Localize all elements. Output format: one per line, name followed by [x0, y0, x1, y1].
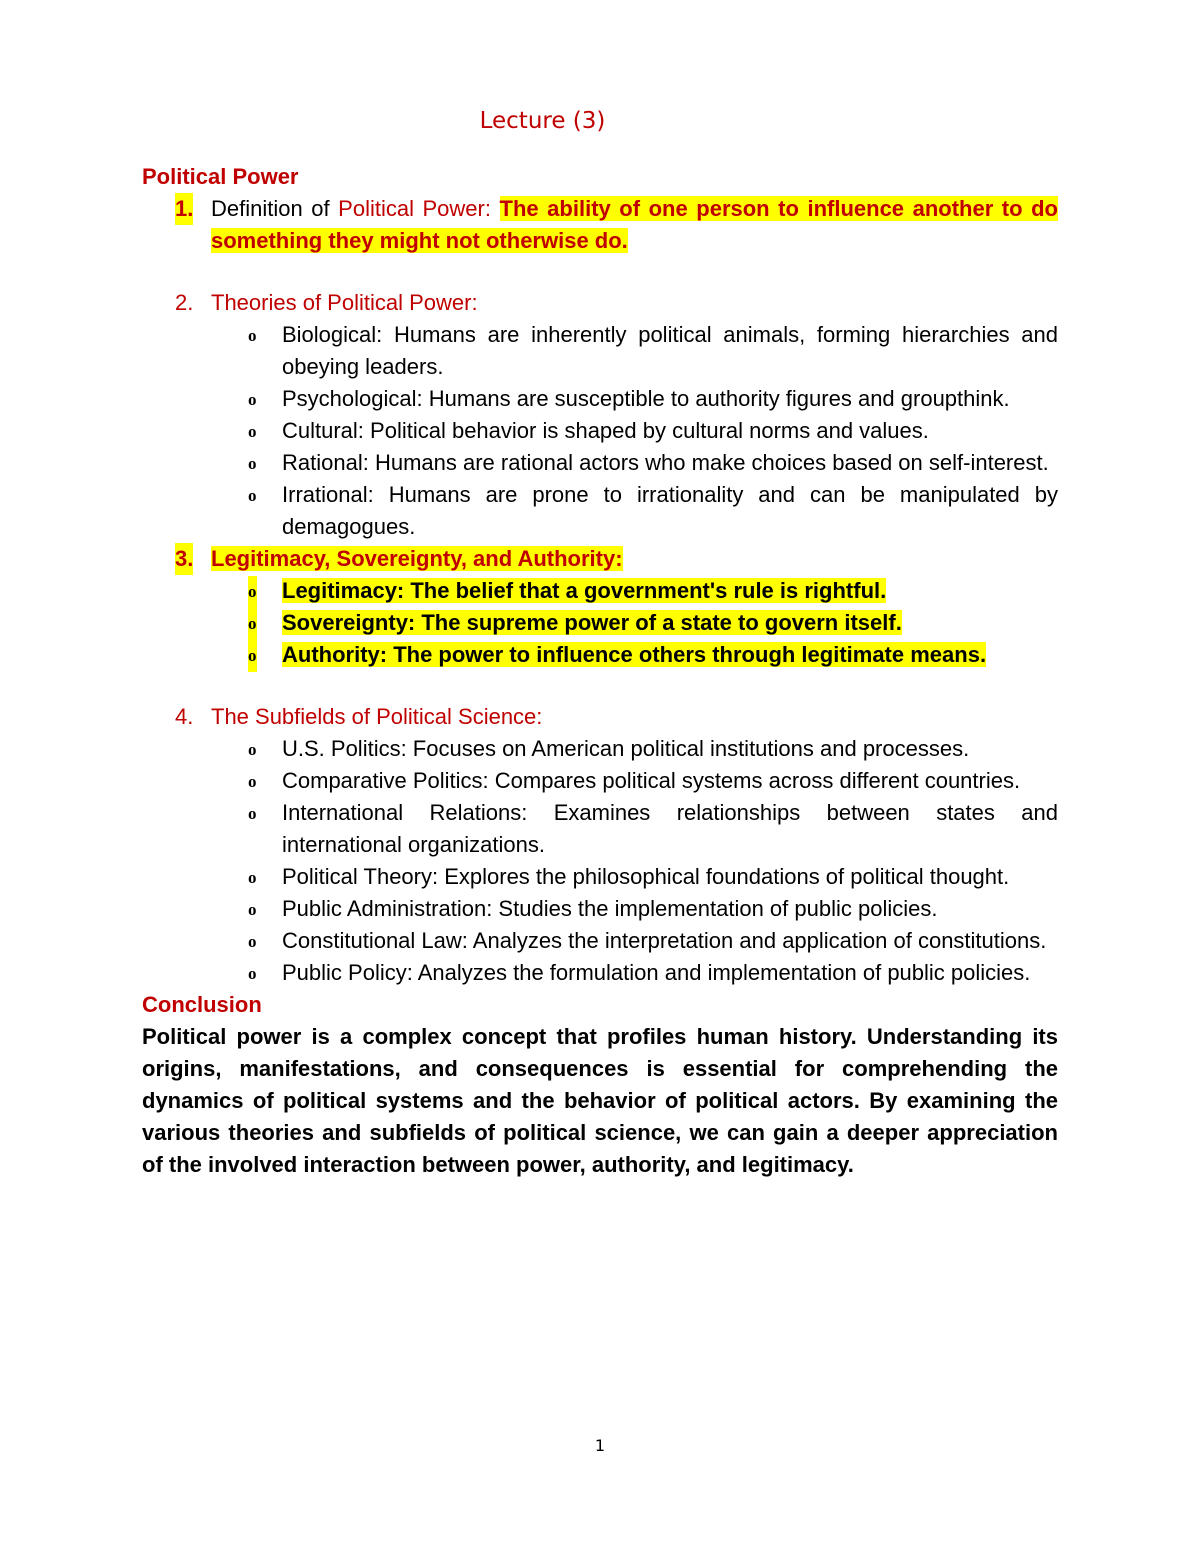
theories-list [142, 319, 1058, 543]
bullet-icon: o [248, 326, 257, 345]
list-item: o Legitimacy: The belief that a government's rule is rightful. [142, 575, 1058, 607]
item-number: 3. [175, 543, 193, 575]
subfields-list [142, 733, 1058, 989]
item-number: 2. [175, 290, 194, 315]
conclusion-text: Political power is a complex concept that profiles human history. Understanding its origins, manifestations, and consequences is essential for comprehending the dynamics of political systems and the behavior of political actors. By examining the various theories and subfields of political science, we can gain a deeper appreciation of the involved interaction between power, authority, and legitimacy. [142, 1024, 1058, 1177]
definition-lead: Definition of [211, 196, 339, 221]
definition-text: The ability of one person to influence another to do something they might not otherwise do. [211, 196, 1058, 253]
legitimacy-list [142, 575, 1058, 671]
bullet-icon: o [248, 740, 257, 759]
bullet-icon: o [248, 772, 257, 791]
bullet-icon: o [248, 576, 257, 608]
list-item: o Psychological: Humans are susceptible to authority figures and groupthink. [142, 383, 1058, 415]
bullet-icon: o [248, 454, 257, 473]
list-item: o Sovereignty: The supreme power of a state to govern itself. [142, 607, 1058, 639]
definition-item [142, 193, 1058, 257]
bullet-icon: o [248, 804, 257, 823]
lecture-title: Lecture (3) [479, 108, 606, 134]
item-number: 4. [175, 704, 194, 729]
subfields-heading: The Subfields of Political Science: [211, 704, 543, 729]
list-item: o Public Administration: Studies the implementation of public policies. [142, 893, 1058, 925]
item-number: 1. [175, 193, 193, 225]
theories-heading-item [142, 287, 1058, 319]
subfields-heading-item [142, 701, 1058, 733]
document-body [142, 161, 1058, 1181]
bullet-icon: o [248, 932, 257, 951]
list-item: o Comparative Politics: Compares political systems across different countries. [142, 765, 1058, 797]
bullet-icon: o [248, 964, 257, 983]
list-item: o International Relations: Examines relationships between states and international organizations. [248, 800, 1058, 857]
list-item: o Public Policy: Analyzes the formulation and implementation of public policies. [142, 957, 1058, 989]
spacer [142, 257, 1058, 287]
theories-heading: Theories of Political Power: [211, 290, 478, 315]
bullet-icon: o [248, 868, 257, 887]
list-item: o Cultural: Political behavior is shaped by cultural norms and values. [142, 415, 1058, 447]
section-heading: Political Power [142, 164, 299, 189]
list-item: o Authority: The power to influence others through legitimate means. [142, 639, 1058, 671]
bullet-icon: o [248, 422, 257, 441]
legitimacy-heading: Legitimacy, Sovereignty, and Authority: [211, 546, 623, 571]
legitimacy-heading-item [142, 543, 1058, 575]
bullet-icon: o [248, 608, 257, 640]
list-item: o Constitutional Law: Analyzes the interpretation and application of constitutions. [142, 925, 1058, 957]
bullet-icon: o [248, 486, 257, 505]
list-item: o Rational: Humans are rational actors who make choices based on self-interest. [142, 447, 1058, 479]
list-item: o Irrational: Humans are prone to irrationality and can be manipulated by demagogues. [248, 482, 1058, 539]
bullet-icon: o [248, 900, 257, 919]
list-item: o Political Theory: Explores the philosophical foundations of political thought. [142, 861, 1058, 893]
spacer [142, 671, 1058, 701]
bullet-icon: o [248, 390, 257, 409]
list-item: o Biological: Humans are inherently political animals, forming hierarchies and obeying leaders. [248, 322, 1058, 379]
conclusion-heading: Conclusion [142, 992, 262, 1017]
bullet-icon: o [248, 640, 257, 672]
definition-term: Political Power: [338, 196, 500, 221]
page-number: 1 [594, 1436, 606, 1455]
list-item: o U.S. Politics: Focuses on American political institutions and processes. [142, 733, 1058, 765]
